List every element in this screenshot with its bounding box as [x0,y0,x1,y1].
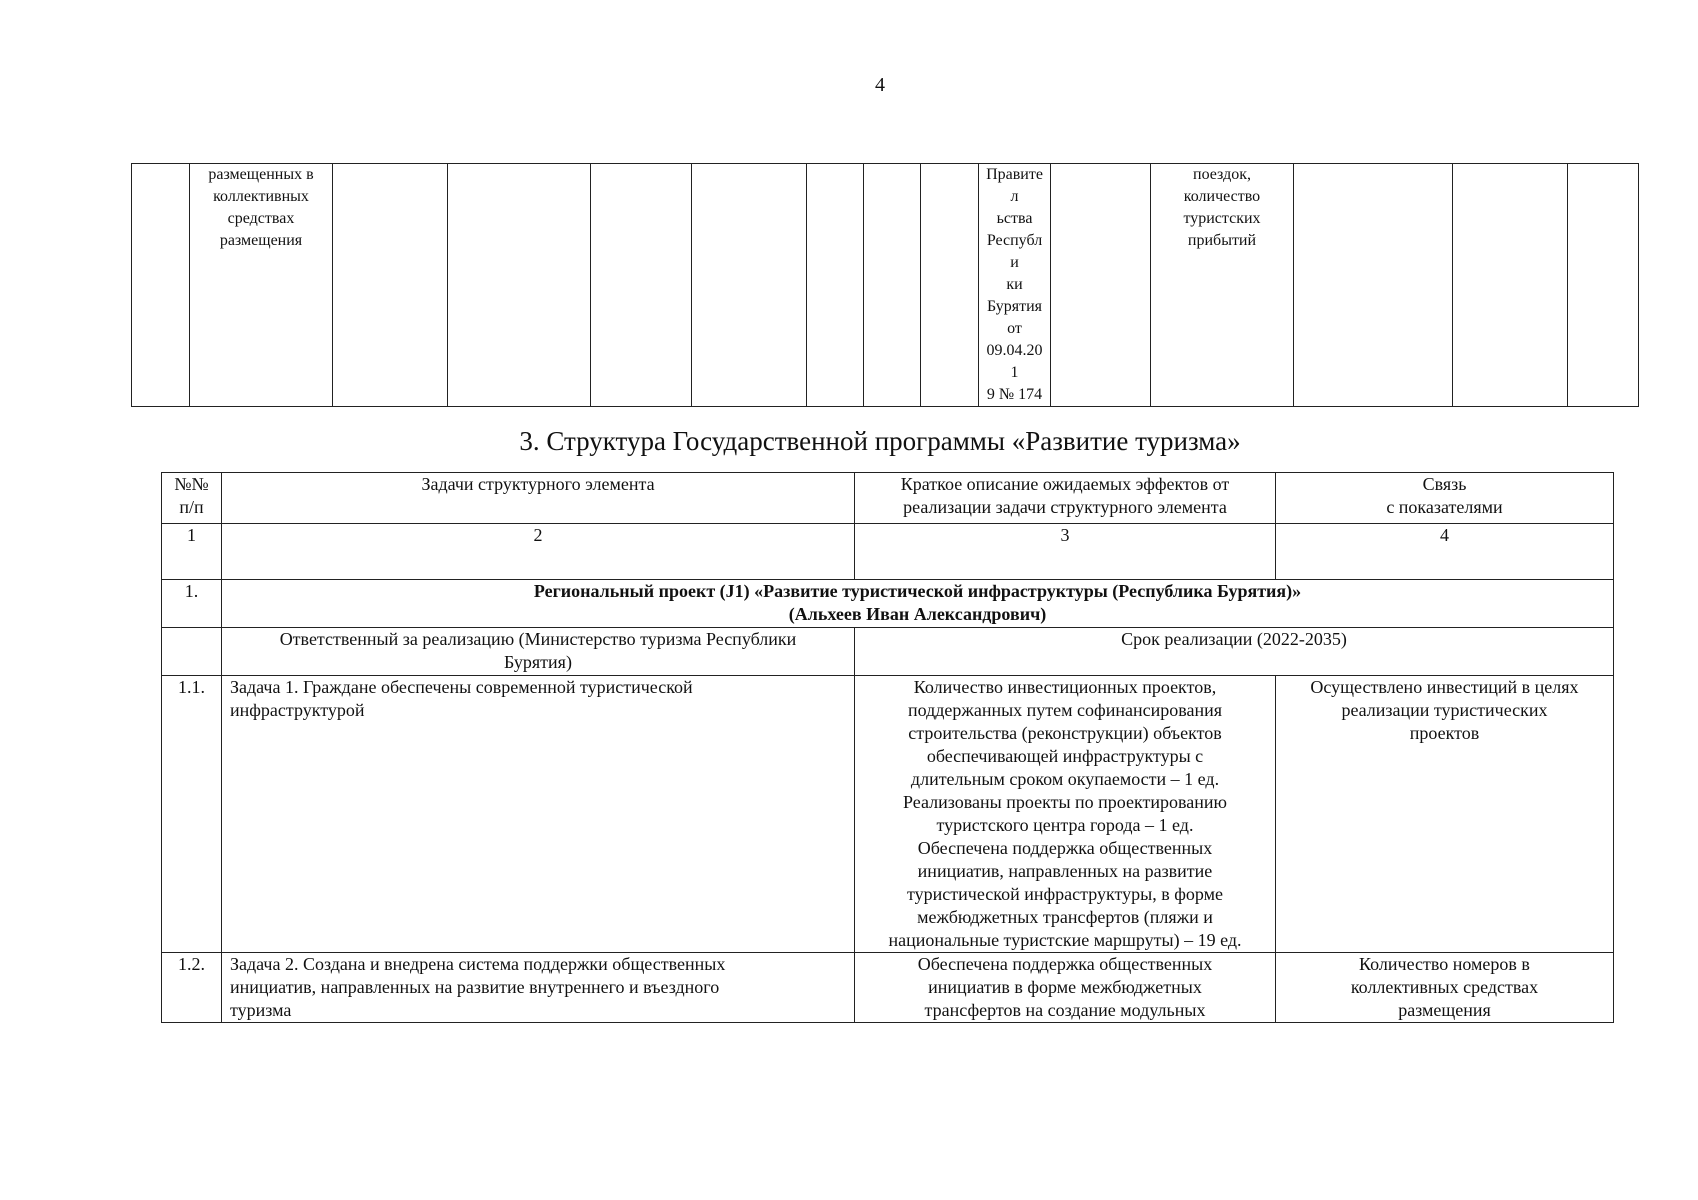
cell-collective-accommodation: размещенных в коллективных средствах размещения [190,164,333,407]
header-num: №№ п/п [162,473,222,524]
task-cell: Задача 2. Создана и внедрена система поддержки общественных инициатив, направленных на развитие внутреннего и въездного туризма [222,953,855,1023]
table-row [132,164,1639,407]
link-cell: Количество номеров в коллективных средствах размещения [1276,953,1614,1023]
project-title: Региональный проект (J1) «Развитие туристической инфраструктуры (Республика Бурятия)» (Альхеев Иван Александрович) [222,580,1614,628]
cell-government-decree: Правител ьства Республи ки Бурятия от 09.04.201 9 № 174 [979,164,1051,407]
task-cell: Задача 1. Граждане обеспечены современной туристической инфраструктурой [222,676,855,953]
row-num: 1.1. [162,676,222,953]
header-link: Связь с показателями [1276,473,1614,524]
effect-cell: Количество инвестиционных проектов, поддержанных путем софинансирования строительства (реконструкции) объектов обеспечивающей инфраструктуры с длительным сроком окупаемости – 1 ед. Реализованы проекты по проектированию туристского центра города – 1 ед. Обеспечена поддержка общественных инициатив, направленных на развитие туристической инфраструктуры, в форме межбюджетных трансфертов (пляжи и национальные туристские маршруты) – 19 ед. [855,676,1276,953]
project-row [162,580,1614,628]
page-number: 4 [875,74,885,96]
continuation-table [131,163,1639,407]
structure-table [161,472,1614,1023]
effect-cell: Обеспечена поддержка общественных инициатив в форме межбюджетных трансфертов на создание модульных [855,953,1276,1023]
header-row [162,473,1614,524]
row-num: 1.2. [162,953,222,1023]
header-effects: Краткое описание ожидаемых эффектов от реализации задачи структурного элемента [855,473,1276,524]
responsible-row [162,628,1614,676]
table-row [162,953,1614,1023]
project-num: 1. [162,580,222,628]
cell-trips-count: поездок, количество туристских прибытий [1151,164,1294,407]
link-cell: Осуществлено инвестиций в целях реализации туристических проектов [1276,676,1614,953]
section-title: 3. Структура Государственной программы «Развитие туризма» [519,426,1241,456]
table-row [162,676,1614,953]
header-tasks: Задачи структурного элемента [222,473,855,524]
column-number-row: 1 2 3 4 [162,524,1614,580]
term-cell: Срок реализации (2022-2035) [855,628,1614,676]
responsible-cell: Ответственный за реализацию (Министерство туризма Республики Бурятия) [222,628,855,676]
